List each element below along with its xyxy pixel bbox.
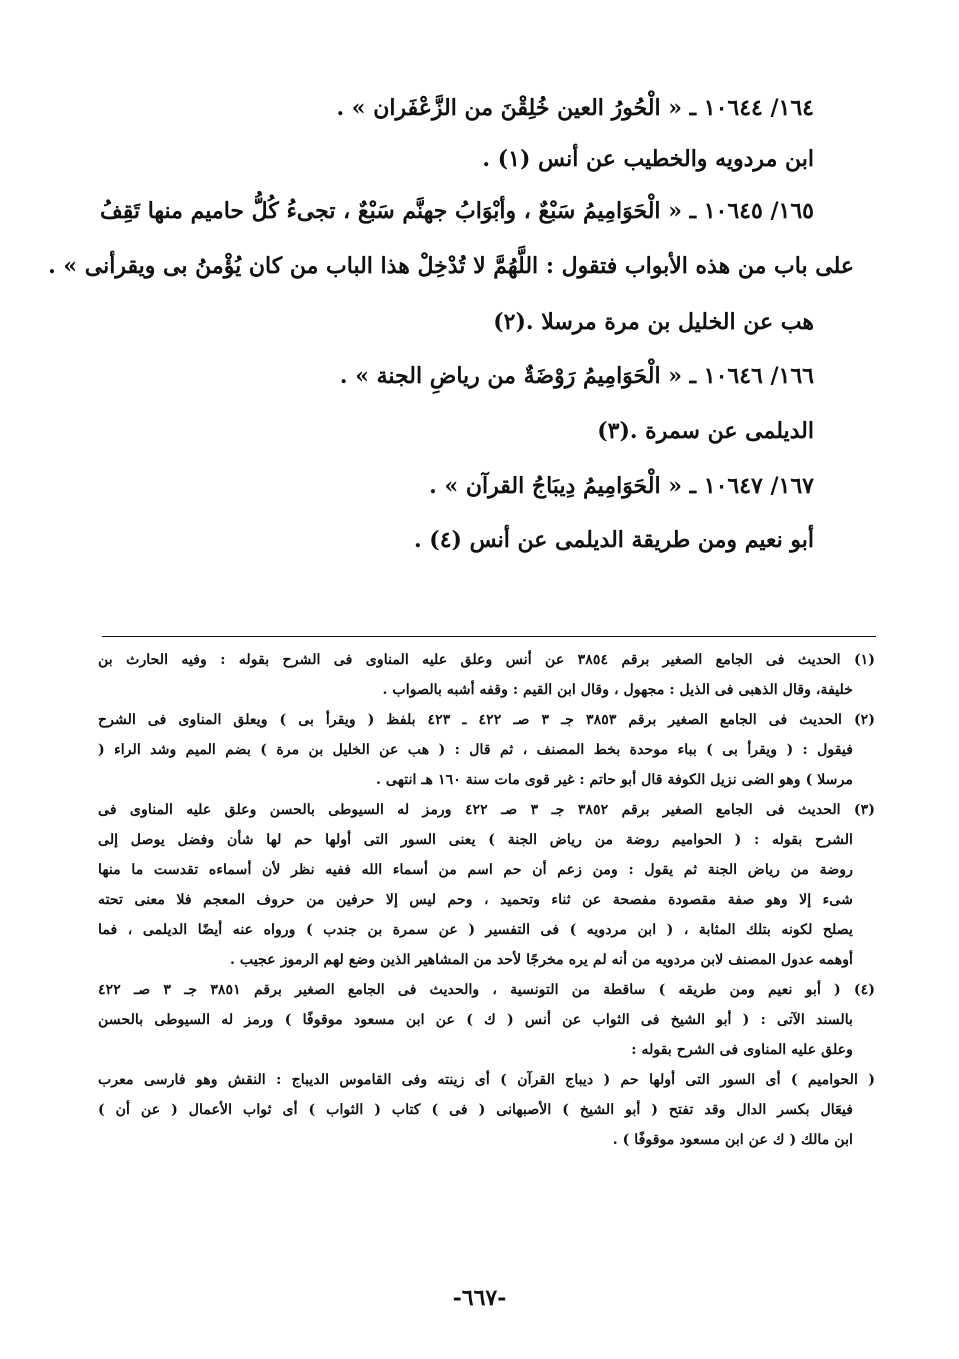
hadith-165-source: هب عن الخليل بن مرة مرسلا .(٢) [493,309,814,335]
footnote-line: بالسند الآتى : ( أبو الشيخ فى الثواب عن أنس ( ك ) عن ابن مسعود موقوفًا ) ورمز له السيوطى بالحسن [98,1012,853,1028]
hadith-165-cont: على باب من هذه الأبواب فتقول : اللَّهُمَّ لا تُدْخِلْ هذا الباب من كان يُؤْمنُ بى ويقرأنى » . [48,253,854,279]
footnote-line: يصلح لكونه بتلك المثابة ، ( ابن مردويه ) فى التفسير ( عن سمرة بن جندب ) ورواه عنه أيضًا الديلمى ، فما [98,922,853,938]
footnote-line: أوهمه عدول المصنف لابن مردويه من أنه لم يره مخرجًا لأحد من المشاهير الذين وضع لهم الرموز عجيب . [230,952,853,968]
footnote-line: فيعَال بكسر الدال وقد تفتح ( أبو الشيخ ) الأصبهانى ( فى ) كتاب ( الثواب ) أى ثواب الأعمال ( عن أن ) [98,1102,853,1118]
hadith-164-source: ابن مردويه والخطيب عن أنس (١) . [482,146,814,172]
footnote-line: ابن مالك ( ك عن ابن مسعود موقوفًا ) . [612,1132,853,1148]
hadith-166: ١٦٦/ ١٠٦٤٦ ـ « الْحَوَامِيمُ رَوْضَةٌ من رياضِ الجنة » . [339,363,814,389]
footnote-divider [102,636,876,637]
hadith-164: ١٦٤/ ١٠٦٤٤ ـ « الْحُورُ العين خُلِقْنَ من الزَّعْفَران » . [336,95,814,121]
hadith-165: ١٦٥/ ١٠٦٤٥ ـ « الْحَوَامِيمُ سَبْعٌ ، وأبْوَابُ جهنَّم سَبْعٌ ، تجىءُ كُلُّ حاميم منها تَقِفُ [100,198,814,224]
footnote-line: فيقول : ( ويقرأ بى ) بباء موحدة بخط المصنف ، ثم قال : ( هب عن الخليل بن مرة ) بضم الميم وشد الراء ( [98,742,853,758]
hadith-167: ١٦٧/ ١٠٦٤٧ ـ « الْحَوَامِيمُ دِيبَاجُ القرآن » . [429,473,814,499]
footnote-line: مرسلا ) وهو الضى نزيل الكوفة قال أبو حاتم : غير قوى مات سنة ١٦٠ هـ انتهى . [376,772,853,788]
footnote-line: الشرح بقوله : ( الحواميم روضة من رياض الجنة ) يعنى السور التى أولها حم لها شأن وفضل يوصل إلى [98,832,853,848]
hadith-166-source: الديلمى عن سمرة .(٣) [597,418,814,444]
footnote-line: روضة من رياض الجنة ثم يقول : ومن زعم أن حم اسم من أسماء الله ففيه نظر لأن أسماءه تقدست ما منها [98,862,853,878]
footnote-4: (٤) ( أبو نعيم ومن طريقه ) ساقطة من التونسية ، والحديث فى الجامع الصغير برقم ٣٨٥١ جـ ٣ صـ ٤٢٢ [98,982,875,998]
footnote-1: (١) الحديث فى الجامع الصغير برقم ٣٨٥٤ عن أنس وعلق عليه المناوى فى الشرح بقوله : وفيه الحارث بن [98,652,876,668]
footnote-line: ( الحواميم ) أى السور التى أولها حم ( ديباج القرآن ) أى زينته وفى القاموس الديباج : النقش وهو فارسى معرب [98,1072,875,1088]
footnote-line: شىء إلا وهو صفة مقصودة مفصحة عن ثناء وتحميد ، وحم ليس إلا حرفين من حروف المعجم فلا معنى تحته [98,892,853,908]
hadith-167-source: أبو نعيم ومن طريقة الديلمى عن أنس (٤) . [413,527,814,553]
footnote-2: (٢) الحديث فى الجامع الصغير برقم ٣٨٥٣ جـ ٣ صـ ٤٢٢ ـ ٤٢٣ بلفظ ( ويقرأ بى ) ويعلق المناوى فى الشرح [98,712,876,728]
footnote-line: وعلق عليه المناوى فى الشرح بقوله : [631,1042,853,1058]
page-number: -٦٦٧- [452,1285,507,1311]
footnote-3: (٣) الحديث فى الجامع الصغير برقم ٣٨٥٢ جـ ٣ صـ ٤٢٢ ورمز له السيوطى بالحسن وعلق عليه المناوى فى [98,802,875,818]
footnote-line: خليفة، وقال الذهبى فى الذيل : مجهول ، وقال ابن القيم : وقفه أشبه بالصواب . [382,682,853,698]
